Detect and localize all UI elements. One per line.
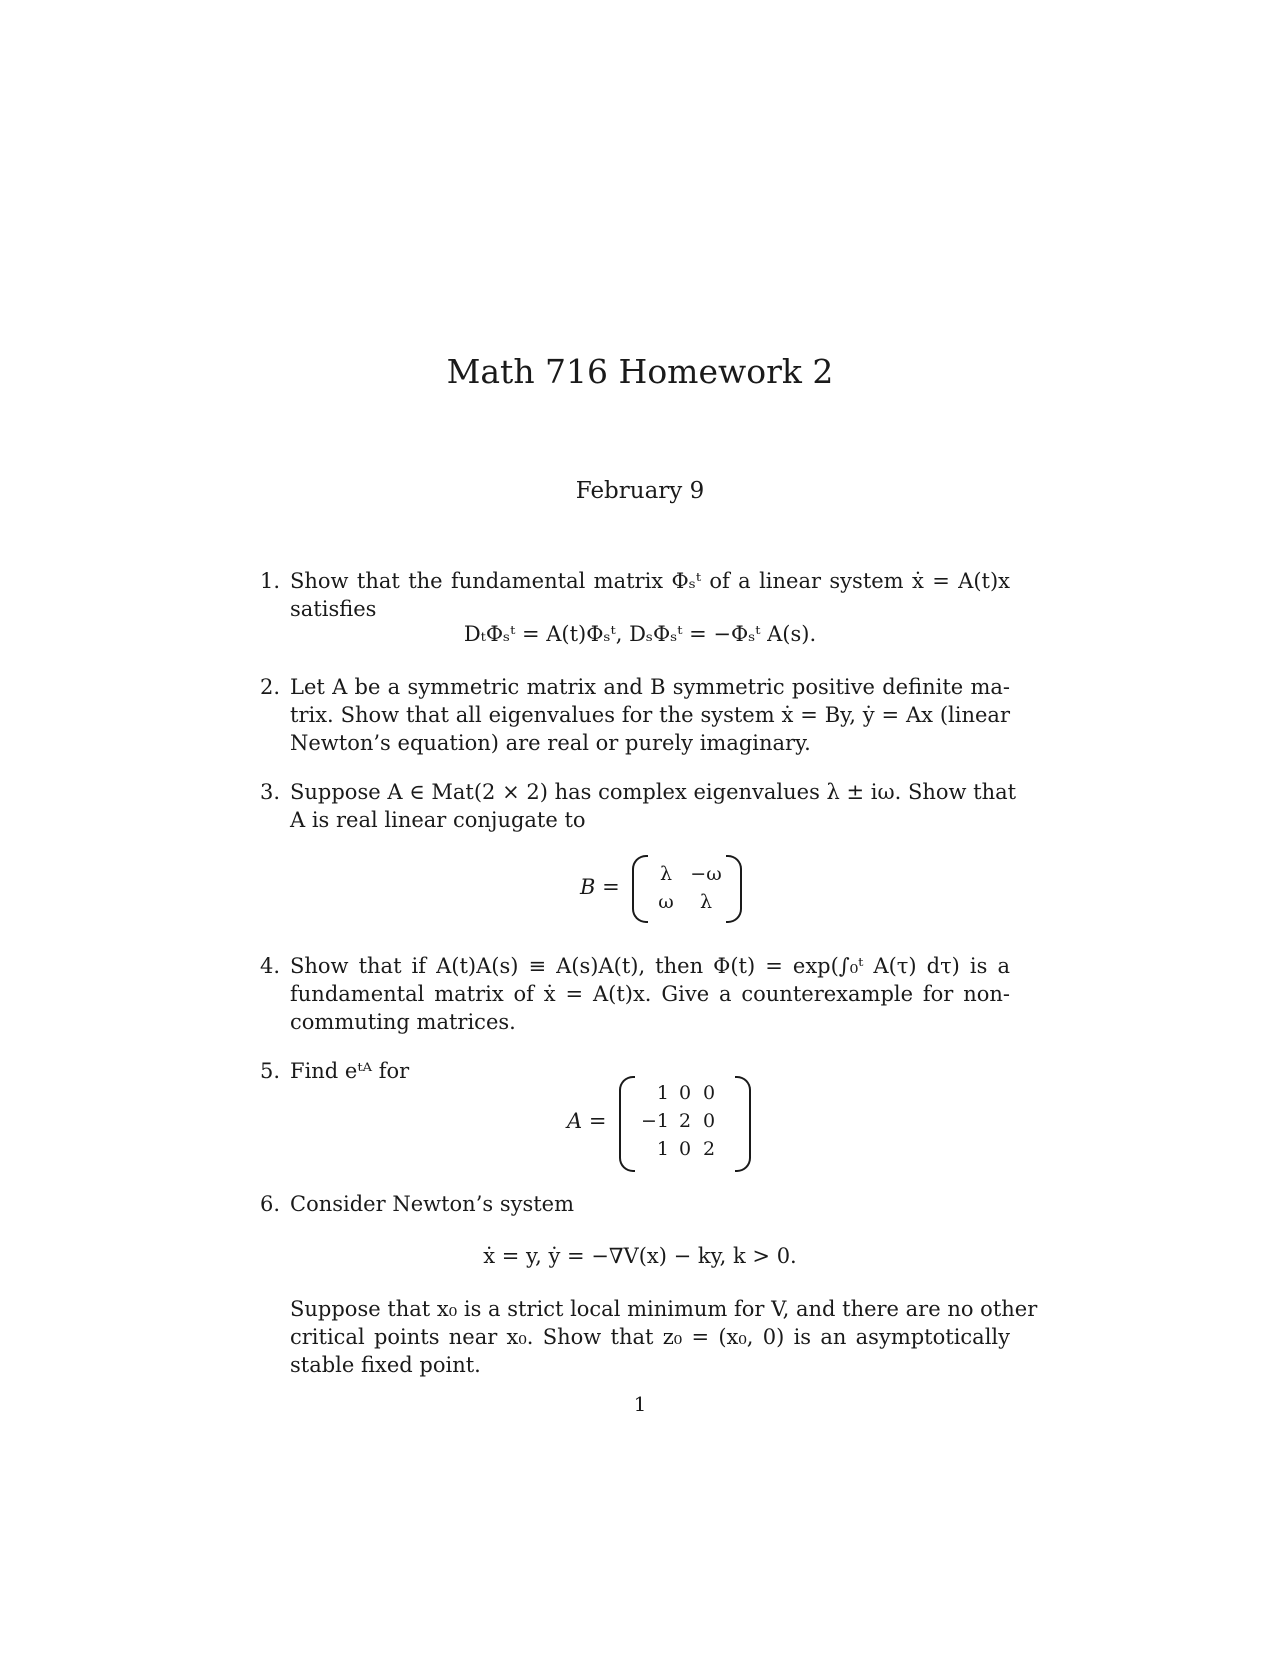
problem-number: 5. xyxy=(260,1059,281,1083)
matrix-cell: ω xyxy=(658,891,674,913)
problem-text-line: Consider Newton’s system xyxy=(290,1192,575,1216)
problem-4 xyxy=(260,952,1010,1036)
problem-text-line: Suppose that x₀ is a strict local minimum for V, and there are no other xyxy=(290,1297,1038,1321)
problem-text-line: A is real linear conjugate to xyxy=(290,808,586,832)
matrix-cell: λ xyxy=(699,891,713,913)
problem-text-line: critical points near x₀. Show that z₀ = (x₀, 0) is an asymptotically xyxy=(290,1325,1010,1349)
problem-text-line: stable fixed point. xyxy=(290,1353,481,1377)
problem-2 xyxy=(260,673,1010,757)
right-paren xyxy=(735,1076,751,1172)
problem-number: 3. xyxy=(260,780,281,804)
matrix-label: A = xyxy=(567,1109,607,1133)
matrix-cell: 0 xyxy=(702,1110,716,1132)
matrix-cell: λ xyxy=(659,863,673,885)
problem-3 xyxy=(260,778,1017,834)
problem-number: 4. xyxy=(260,954,281,978)
matrix-cell: 1 xyxy=(656,1082,669,1104)
display-equation: ẋ = y, ẏ = −∇V(x) − ky, k > 0. xyxy=(483,1244,797,1268)
document-date: February 9 xyxy=(575,478,705,504)
problem-1 xyxy=(260,567,1010,623)
problem-text-line: fundamental matrix of ẋ = A(t)x. Give a counterexample for non- xyxy=(290,982,1010,1006)
display-equation: DₜΦₛᵗ = A(t)Φₛᵗ, DₛΦₛᵗ = −Φₛᵗ A(s). xyxy=(463,622,817,646)
matrix-b xyxy=(580,855,760,925)
problem-6-continuation xyxy=(290,1295,1038,1379)
matrix-cell: 0 xyxy=(678,1082,692,1104)
problem-text-line: Newton’s equation) are real or purely imaginary. xyxy=(290,731,811,755)
matrix-label: B = xyxy=(580,875,620,899)
problem-text-line: Suppose A ∈ Mat(2 × 2) has complex eigenvalues λ ± iω. Show that xyxy=(290,780,1017,804)
problem-text-line: commuting matrices. xyxy=(290,1010,516,1034)
left-paren xyxy=(632,855,648,923)
problem-number: 1. xyxy=(260,569,281,593)
matrix-cell: 1 xyxy=(656,1138,669,1160)
matrix-cell: 2 xyxy=(702,1138,716,1160)
problem-text-line: trix. Show that all eigenvalues for the system ẋ = By, ẏ = Ax (linear xyxy=(290,703,1010,727)
problem-text-line: Show that if A(t)A(s) ≡ A(s)A(t), then Φ(t) = exp(∫₀ᵗ A(τ) dτ) is a xyxy=(290,954,1010,978)
document-title: Math 716 Homework 2 xyxy=(446,352,834,391)
page-number: 1 xyxy=(633,1392,647,1416)
matrix-cell: 0 xyxy=(702,1082,716,1104)
matrix-cell: −1 xyxy=(640,1110,669,1132)
matrix-cell: 2 xyxy=(678,1110,692,1132)
right-paren xyxy=(726,855,742,923)
matrix-cell: −ω xyxy=(690,863,722,885)
problem-number: 2. xyxy=(260,675,281,699)
problem-text-line: Find eᵗᴬ for xyxy=(290,1059,410,1083)
problem-text-line: satisfies xyxy=(290,597,377,621)
problem-6 xyxy=(260,1190,1010,1218)
problem-text-line: Show that the fundamental matrix Φₛᵗ of a linear system ẋ = A(t)x xyxy=(290,569,1010,593)
matrix-a xyxy=(567,1076,767,1172)
problem-number: 6. xyxy=(260,1192,281,1216)
problem-text-line: Let A be a symmetric matrix and B symmetric positive definite ma- xyxy=(290,675,1010,699)
matrix-cell: 0 xyxy=(678,1138,692,1160)
